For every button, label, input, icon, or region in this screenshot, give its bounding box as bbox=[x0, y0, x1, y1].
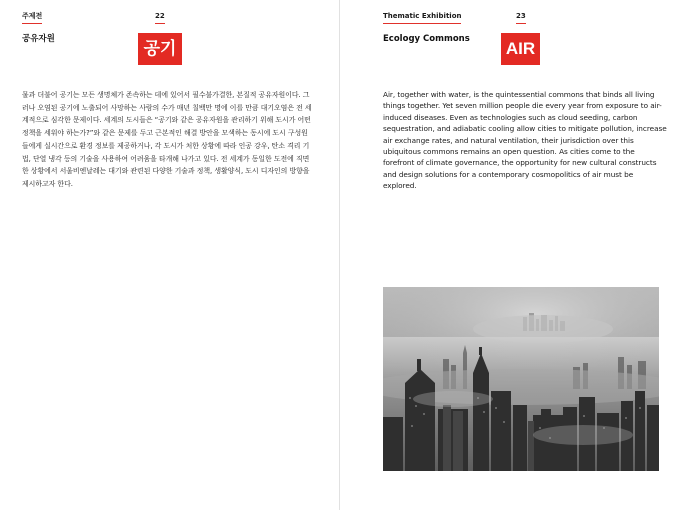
body-text: 물과 더불어 공기는 모든 생명체가 존속하는 데에 있어서 필수불가결한, 본질적 공유자원이다. 그러나 오염된 공기에 노출되어 사망하는 사람의 수가 매년 칠백만 명에 이를 만큼 대기오염은 전 세계적으로 심각한 문제이다. 세계의 도시들은 “공기와 같은 공유자원을 관리하기 위해 도시가 어떤 정책을 세워야 하는가?”와 같은 문제를 두고 근본적인 해결 방안을 모색하는 동시에 도시 구성원들에게 실시간으로 환경 정보를 제공하거나, 각 도시가 처한 상황에 따라 인공 강우, 탄소 격리 기법, 단열 냉각 등의 기술을 사용하여 어려움을 타개해 나가고 있다. 전 세계가 동일한 도전에 직면한 상황에서 서울비엔날레는 대기와 관련된 다양한 기술과 정책, 생활양식, 도시 디자인의 방향을 제시하고자 한다. bbox=[22, 91, 312, 188]
subject-title: 공유자원 bbox=[22, 34, 55, 44]
body-text: Air, together with water, is the quintessential commons that binds all living things together. Yet seven million people die every year from exposure to air-induced diseases. Even as technologies such as cloud seeding, carbon sequestration, and adiabatic cooling allow cities to mitigate pollution, increase air exchange rates, and natural ventilation, their jurisdiction over this ubiquitous commons remains an open question. As cities come to the forefront of climate governance, the opportunity for new cultural constructs and design solutions for a contemporary cosmopolitics of air must be explored. bbox=[383, 90, 667, 191]
theme-badge: AIR bbox=[501, 33, 540, 65]
subject-title: Ecology Commons bbox=[383, 34, 470, 44]
smog-city-skyline-photo bbox=[383, 287, 659, 471]
theme-badge: 공기 bbox=[138, 33, 182, 65]
section-label: Thematic Exhibition bbox=[383, 13, 461, 24]
section-label: 주제전 bbox=[22, 13, 42, 24]
right-page bbox=[340, 0, 680, 510]
page-number: 22 bbox=[155, 13, 165, 24]
page-number: 23 bbox=[516, 13, 526, 24]
